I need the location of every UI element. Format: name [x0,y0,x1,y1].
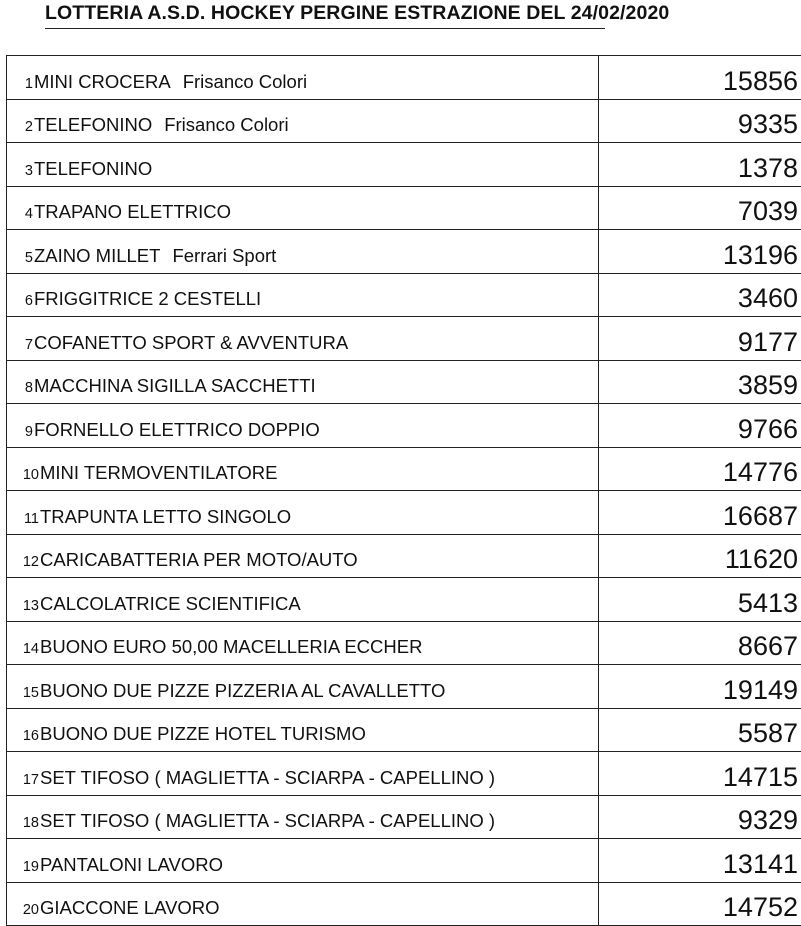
winning-ticket-number: 8667 [599,621,801,665]
prize-name: CALCOLATRICE SCIENTIFICA [40,593,301,614]
table-row [7,839,801,883]
row-number: 4 [7,203,33,225]
table-row [7,186,801,230]
prize-name: BUONO DUE PIZZE HOTEL TURISMO [40,723,366,744]
winning-ticket-number: 3460 [599,273,801,317]
winning-ticket-number: 5587 [599,708,801,752]
winning-ticket-number: 9329 [599,795,801,839]
winning-ticket-number: 11620 [599,534,801,578]
table-row [7,273,801,317]
winning-ticket-number: 7039 [599,186,801,230]
prize-cell [7,317,599,361]
row-number: 17 [7,769,39,791]
prize-name: MINI TERMOVENTILATORE [40,462,277,483]
prize-cell [7,839,599,883]
winning-ticket-number: 9335 [599,99,801,143]
winning-ticket-number: 13196 [599,230,801,274]
table-row [7,491,801,535]
row-number: 20 [7,899,39,921]
prize-sponsor: Ferrari Sport [160,245,276,266]
winning-ticket-number: 9177 [599,317,801,361]
table-row [7,621,801,665]
prize-cell [7,708,599,752]
row-number: 13 [7,595,39,617]
prize-cell [7,665,599,709]
prize-cell [7,230,599,274]
prize-cell [7,795,599,839]
winning-ticket-number: 13141 [599,839,801,883]
prize-cell [7,491,599,535]
row-number: 14 [7,638,39,660]
prize-sponsor: Frisanco Colori [152,114,288,135]
prize-name: CARICABATTERIA PER MOTO/AUTO [40,549,358,570]
row-number: 7 [7,334,33,356]
row-number: 3 [7,160,33,182]
winning-ticket-number: 14715 [599,752,801,796]
table-row [7,708,801,752]
row-number: 11 [7,508,39,530]
prize-cell [7,621,599,665]
row-number: 1 [7,73,33,95]
row-number: 9 [7,421,33,443]
table-row [7,534,801,578]
prize-cell [7,56,599,100]
prize-cell [7,752,599,796]
prize-name: TELEFONINO [34,114,152,135]
winning-ticket-number: 9766 [599,404,801,448]
page-title: LOTTERIA A.S.D. HOCKEY PERGINE ESTRAZIONE DEL 24/02/2020 [45,0,605,29]
winning-ticket-number: 19149 [599,665,801,709]
winning-ticket-number: 15856 [599,56,801,100]
prize-cell [7,534,599,578]
winning-ticket-number: 3859 [599,360,801,404]
prize-name: BUONO DUE PIZZE PIZZERIA AL CAVALLETTO [40,680,445,701]
prize-cell [7,447,599,491]
table-row [7,99,801,143]
table-row [7,447,801,491]
row-number: 15 [7,682,39,704]
table-row [7,360,801,404]
table-row [7,665,801,709]
prize-sponsor: Frisanco Colori [171,71,307,92]
row-number: 18 [7,812,39,834]
prize-cell [7,99,599,143]
prize-name: FRIGGITRICE 2 CESTELLI [34,288,261,309]
prize-cell [7,578,599,622]
winning-ticket-number: 14752 [599,882,801,926]
table-row [7,317,801,361]
winning-ticket-number: 16687 [599,491,801,535]
table-row [7,752,801,796]
prize-table [6,55,801,926]
table-row [7,143,801,187]
prize-name: TRAPUNTA LETTO SINGOLO [40,506,291,527]
prize-name: TRAPANO ELETTRICO [34,201,231,222]
table-row [7,404,801,448]
row-number: 8 [7,377,33,399]
winning-ticket-number: 14776 [599,447,801,491]
prize-name: SET TIFOSO ( MAGLIETTA - SCIARPA - CAPELLINO ) [40,767,495,788]
prize-cell [7,360,599,404]
table-row [7,230,801,274]
row-number: 6 [7,290,33,312]
prize-name: FORNELLO ELETTRICO DOPPIO [34,419,320,440]
table-row [7,56,801,100]
prize-name: SET TIFOSO ( MAGLIETTA - SCIARPA - CAPELLINO ) [40,810,495,831]
table-row [7,578,801,622]
prize-cell [7,404,599,448]
row-number: 10 [7,464,39,486]
prize-cell [7,882,599,926]
prize-name: PANTALONI LAVORO [40,854,223,875]
prize-cell [7,186,599,230]
winning-ticket-number: 5413 [599,578,801,622]
prize-name: BUONO EURO 50,00 MACELLERIA ECCHER [40,636,422,657]
winning-ticket-number: 1378 [599,143,801,187]
prize-cell [7,143,599,187]
row-number: 19 [7,856,39,878]
prize-name: COFANETTO SPORT & AVVENTURA [34,332,348,353]
row-number: 12 [7,551,39,573]
row-number: 5 [7,247,33,269]
table-row [7,795,801,839]
prize-name: MACCHINA SIGILLA SACCHETTI [34,375,316,396]
prize-name: GIACCONE LAVORO [40,897,220,918]
prize-name: TELEFONINO [34,158,152,179]
table-row [7,882,801,926]
prize-cell [7,273,599,317]
row-number: 2 [7,116,33,138]
prize-name: MINI CROCERA [34,71,171,92]
prize-name: ZAINO MILLET [34,245,160,266]
row-number: 16 [7,725,39,747]
